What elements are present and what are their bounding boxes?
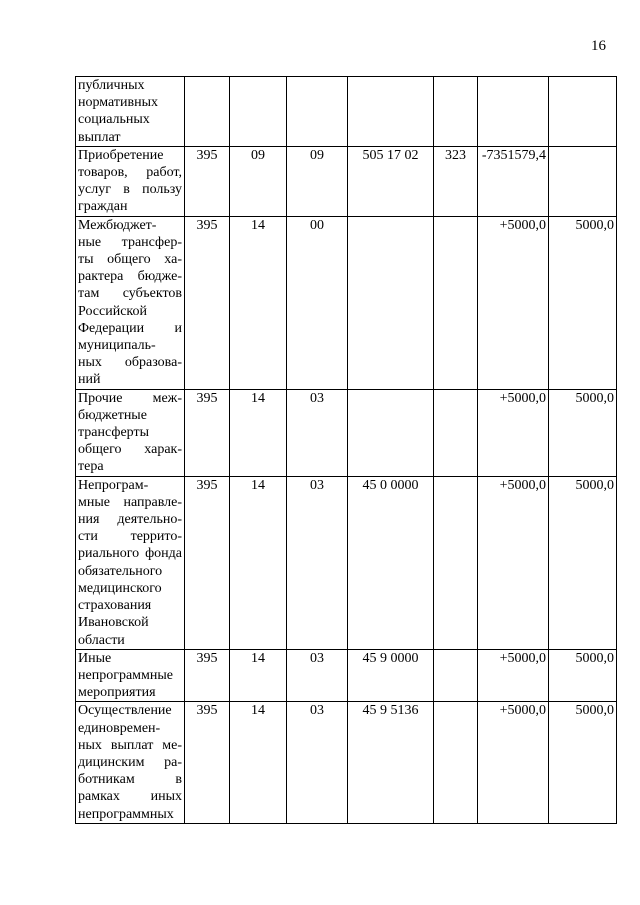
name-line: страхования: [78, 598, 152, 614]
cell-grbs: 395: [185, 216, 230, 389]
cell-expense-type: [434, 702, 478, 823]
name-line: товаров, работ,: [78, 165, 182, 181]
cell-section: 14: [230, 476, 287, 649]
cell-sum: 5000,0: [549, 216, 617, 389]
cell-section: 14: [230, 389, 287, 476]
name-line: ных образова-: [78, 355, 182, 371]
table-row: [76, 146, 617, 216]
name-line: непрограммные: [78, 667, 173, 683]
name-line: области: [78, 632, 125, 648]
cell-sum: [549, 146, 617, 216]
cell-sum: 5000,0: [549, 649, 617, 702]
name-line: ные трансфер-: [78, 234, 182, 250]
name-line: муниципаль-: [78, 338, 156, 354]
cell-target-article: 45 0 0000: [348, 476, 434, 649]
name-line: обязательного: [78, 563, 163, 579]
name-line: Осуществление: [78, 703, 172, 719]
name-line: там субъектов: [78, 286, 182, 302]
table-row: [76, 649, 617, 702]
table-row: [76, 77, 617, 147]
name-line: ний: [78, 372, 101, 388]
cell-name: [76, 77, 185, 147]
cell-section: 14: [230, 702, 287, 823]
name-line: публичных: [78, 78, 145, 93]
name-line: Приобретение: [78, 147, 164, 163]
cell-expense-type: [434, 389, 478, 476]
cell-name: [76, 702, 185, 823]
cell-change: -7351579,4: [478, 146, 549, 216]
cell-name: [76, 476, 185, 649]
cell-subsection: 00: [287, 216, 348, 389]
name-line: ты общего ха-: [78, 252, 182, 268]
table-row: [76, 216, 617, 389]
cell-expense-type: 323: [434, 146, 478, 216]
cell-sum: 5000,0: [549, 702, 617, 823]
cell-name: [76, 649, 185, 702]
table-row: [76, 389, 617, 476]
name-line: медицинского: [78, 580, 162, 596]
name-line: трансферты: [78, 425, 150, 441]
cell-subsection: 03: [287, 649, 348, 702]
cell-change: +5000,0: [478, 476, 549, 649]
cell-section: [230, 77, 287, 147]
cell-subsection: 09: [287, 146, 348, 216]
name-line: рамках иных: [78, 789, 182, 805]
cell-grbs: 395: [185, 702, 230, 823]
cell-subsection: 03: [287, 389, 348, 476]
table-row: [76, 476, 617, 649]
cell-sum: 5000,0: [549, 389, 617, 476]
cell-section: 14: [230, 216, 287, 389]
cell-grbs: 395: [185, 389, 230, 476]
name-line: Прочие меж-: [78, 390, 182, 406]
page-number: 16: [591, 38, 606, 54]
name-line: Межбюджет-: [78, 217, 157, 233]
name-line: тера: [78, 459, 104, 475]
name-line: социальных: [78, 112, 150, 128]
name-line: ботникам в: [78, 772, 182, 788]
cell-change: +5000,0: [478, 216, 549, 389]
cell-subsection: [287, 77, 348, 147]
name-line: Федерации и: [78, 320, 182, 336]
name-line: граждан: [78, 199, 128, 215]
table-row: [76, 702, 617, 823]
cell-change: +5000,0: [478, 702, 549, 823]
cell-subsection: 03: [287, 702, 348, 823]
cell-change: +5000,0: [478, 389, 549, 476]
cell-expense-type: [434, 77, 478, 147]
cell-target-article: 45 9 0000: [348, 649, 434, 702]
name-line: сти террито-: [78, 529, 182, 545]
name-line: Иные: [78, 650, 112, 666]
cell-expense-type: [434, 649, 478, 702]
name-line: нормативных: [78, 95, 159, 111]
cell-grbs: [185, 77, 230, 147]
name-line: мероприятия: [78, 685, 156, 701]
name-line: дицинским ра-: [78, 754, 182, 770]
name-line: риального фонда: [78, 546, 182, 562]
cell-target-article: [348, 216, 434, 389]
cell-target-article: 45 9 5136: [348, 702, 434, 823]
name-line: Непрограм-: [78, 477, 149, 493]
name-line: непрограммных: [78, 806, 174, 822]
cell-change: +5000,0: [478, 649, 549, 702]
name-line: мные направле-: [78, 494, 182, 510]
name-line: единовремен-: [78, 720, 161, 736]
cell-name: [76, 389, 185, 476]
cell-target-article: [348, 389, 434, 476]
cell-sum: [549, 77, 617, 147]
name-line: ния деятельно-: [78, 512, 182, 528]
cell-expense-type: [434, 476, 478, 649]
cell-subsection: 03: [287, 476, 348, 649]
cell-section: 14: [230, 649, 287, 702]
name-line: услуг в пользу: [78, 182, 182, 198]
cell-grbs: 395: [185, 476, 230, 649]
cell-expense-type: [434, 216, 478, 389]
cell-change: [478, 77, 549, 147]
name-line: ных выплат ме-: [78, 737, 182, 753]
cell-name: [76, 146, 185, 216]
name-line: Российской: [78, 303, 147, 319]
cell-grbs: 395: [185, 146, 230, 216]
cell-grbs: 395: [185, 649, 230, 702]
table-body: [76, 77, 617, 824]
budget-table: [75, 76, 617, 824]
cell-target-article: 505 17 02: [348, 146, 434, 216]
name-line: рактера бюдже-: [78, 269, 182, 285]
name-line: выплат: [78, 129, 121, 145]
cell-name: [76, 216, 185, 389]
cell-section: 09: [230, 146, 287, 216]
name-line: общего харак-: [78, 442, 182, 458]
name-line: бюджетные: [78, 407, 147, 423]
cell-target-article: [348, 77, 434, 147]
cell-sum: 5000,0: [549, 476, 617, 649]
name-line: Ивановской: [78, 615, 149, 631]
